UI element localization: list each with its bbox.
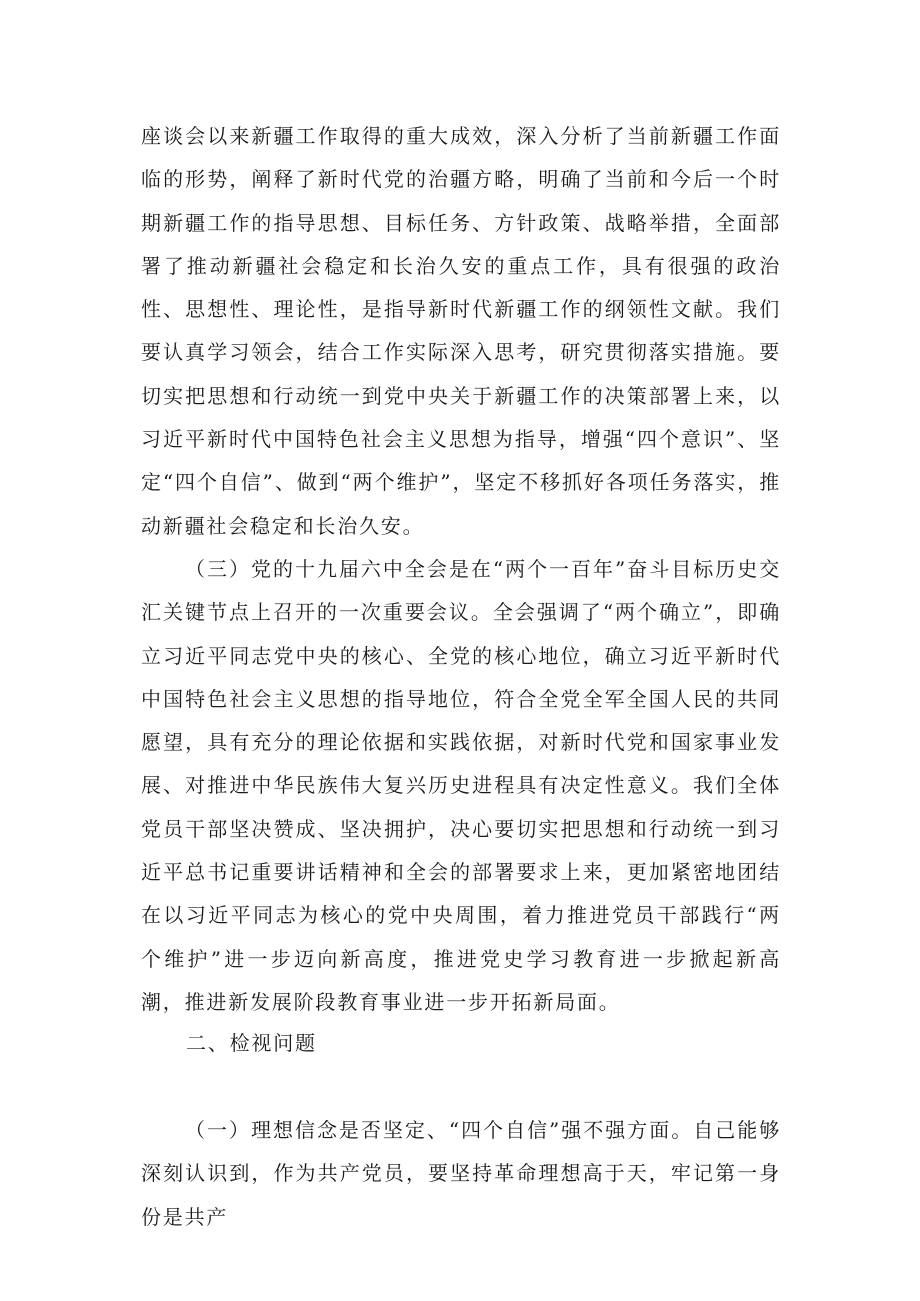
paragraph-continuation: 座谈会以来新疆工作取得的重大成效，深入分析了当前新疆工作面临的形势，阐释了新时代党的治疆方略，明确了当前和今后一个时期新疆工作的指导思想、目标任务、方针政策、战略举措，全面部署了推动新疆社会稳定和长治久安的重点工作，具有很强的政治性、思想性、理论性，是指导新时代新疆工作的纲领性文献。我们要认真学习领会，结合工作实际深入思考，研究贯彻落实措施。要切实把思想和行动统一到党中央关于新疆工作的决策部署上来，以习近平新时代中国特色社会主义思想为指导，增强“四个意识”、坚定“四个自信”、做到“两个维护”，坚定不移抓好各项任务落实，推动新疆社会稳定和长治久安。 xyxy=(141,124,781,538)
paragraph-ideals-beliefs: （一）理想信念是否坚定、“四个自信”强不强方面。自己能够深刻认识到，作为共产党员，要坚持革命理想高于天，牢记第一身份是共产 xyxy=(141,1118,781,1229)
paragraph-section-three: （三）党的十九届六中全会是在“两个一百年”奋斗目标历史交汇关键节点上召开的一次重要会议。全会强调了“两个确立”，即确立习近平同志党中央的核心、全党的核心地位，确立习近平新时代中国特色社会主义思想的指导地位，符合全党全军全国人民的共同愿望，具有充分的理论依据和实践依据，对新时代党和国家事业发展、对推进中华民族伟大复兴历史进程具有决定性意义。我们全体党员干部坚决赞成、坚决拥护，决心要切实把思想和行动统一到习近平总书记重要讲话精神和全会的部署要求上来，更加紧密地团结在以习近平同志为核心的党中央周围，着力推进党员干部践行“两个维护”进一步迈向新高度，推进党史学习教育进一步掀起新高潮，推进新发展阶段教育事业进一步开拓新局面。 xyxy=(141,557,781,1014)
section-heading-review-issues: 二、检视问题 xyxy=(186,1031,317,1055)
